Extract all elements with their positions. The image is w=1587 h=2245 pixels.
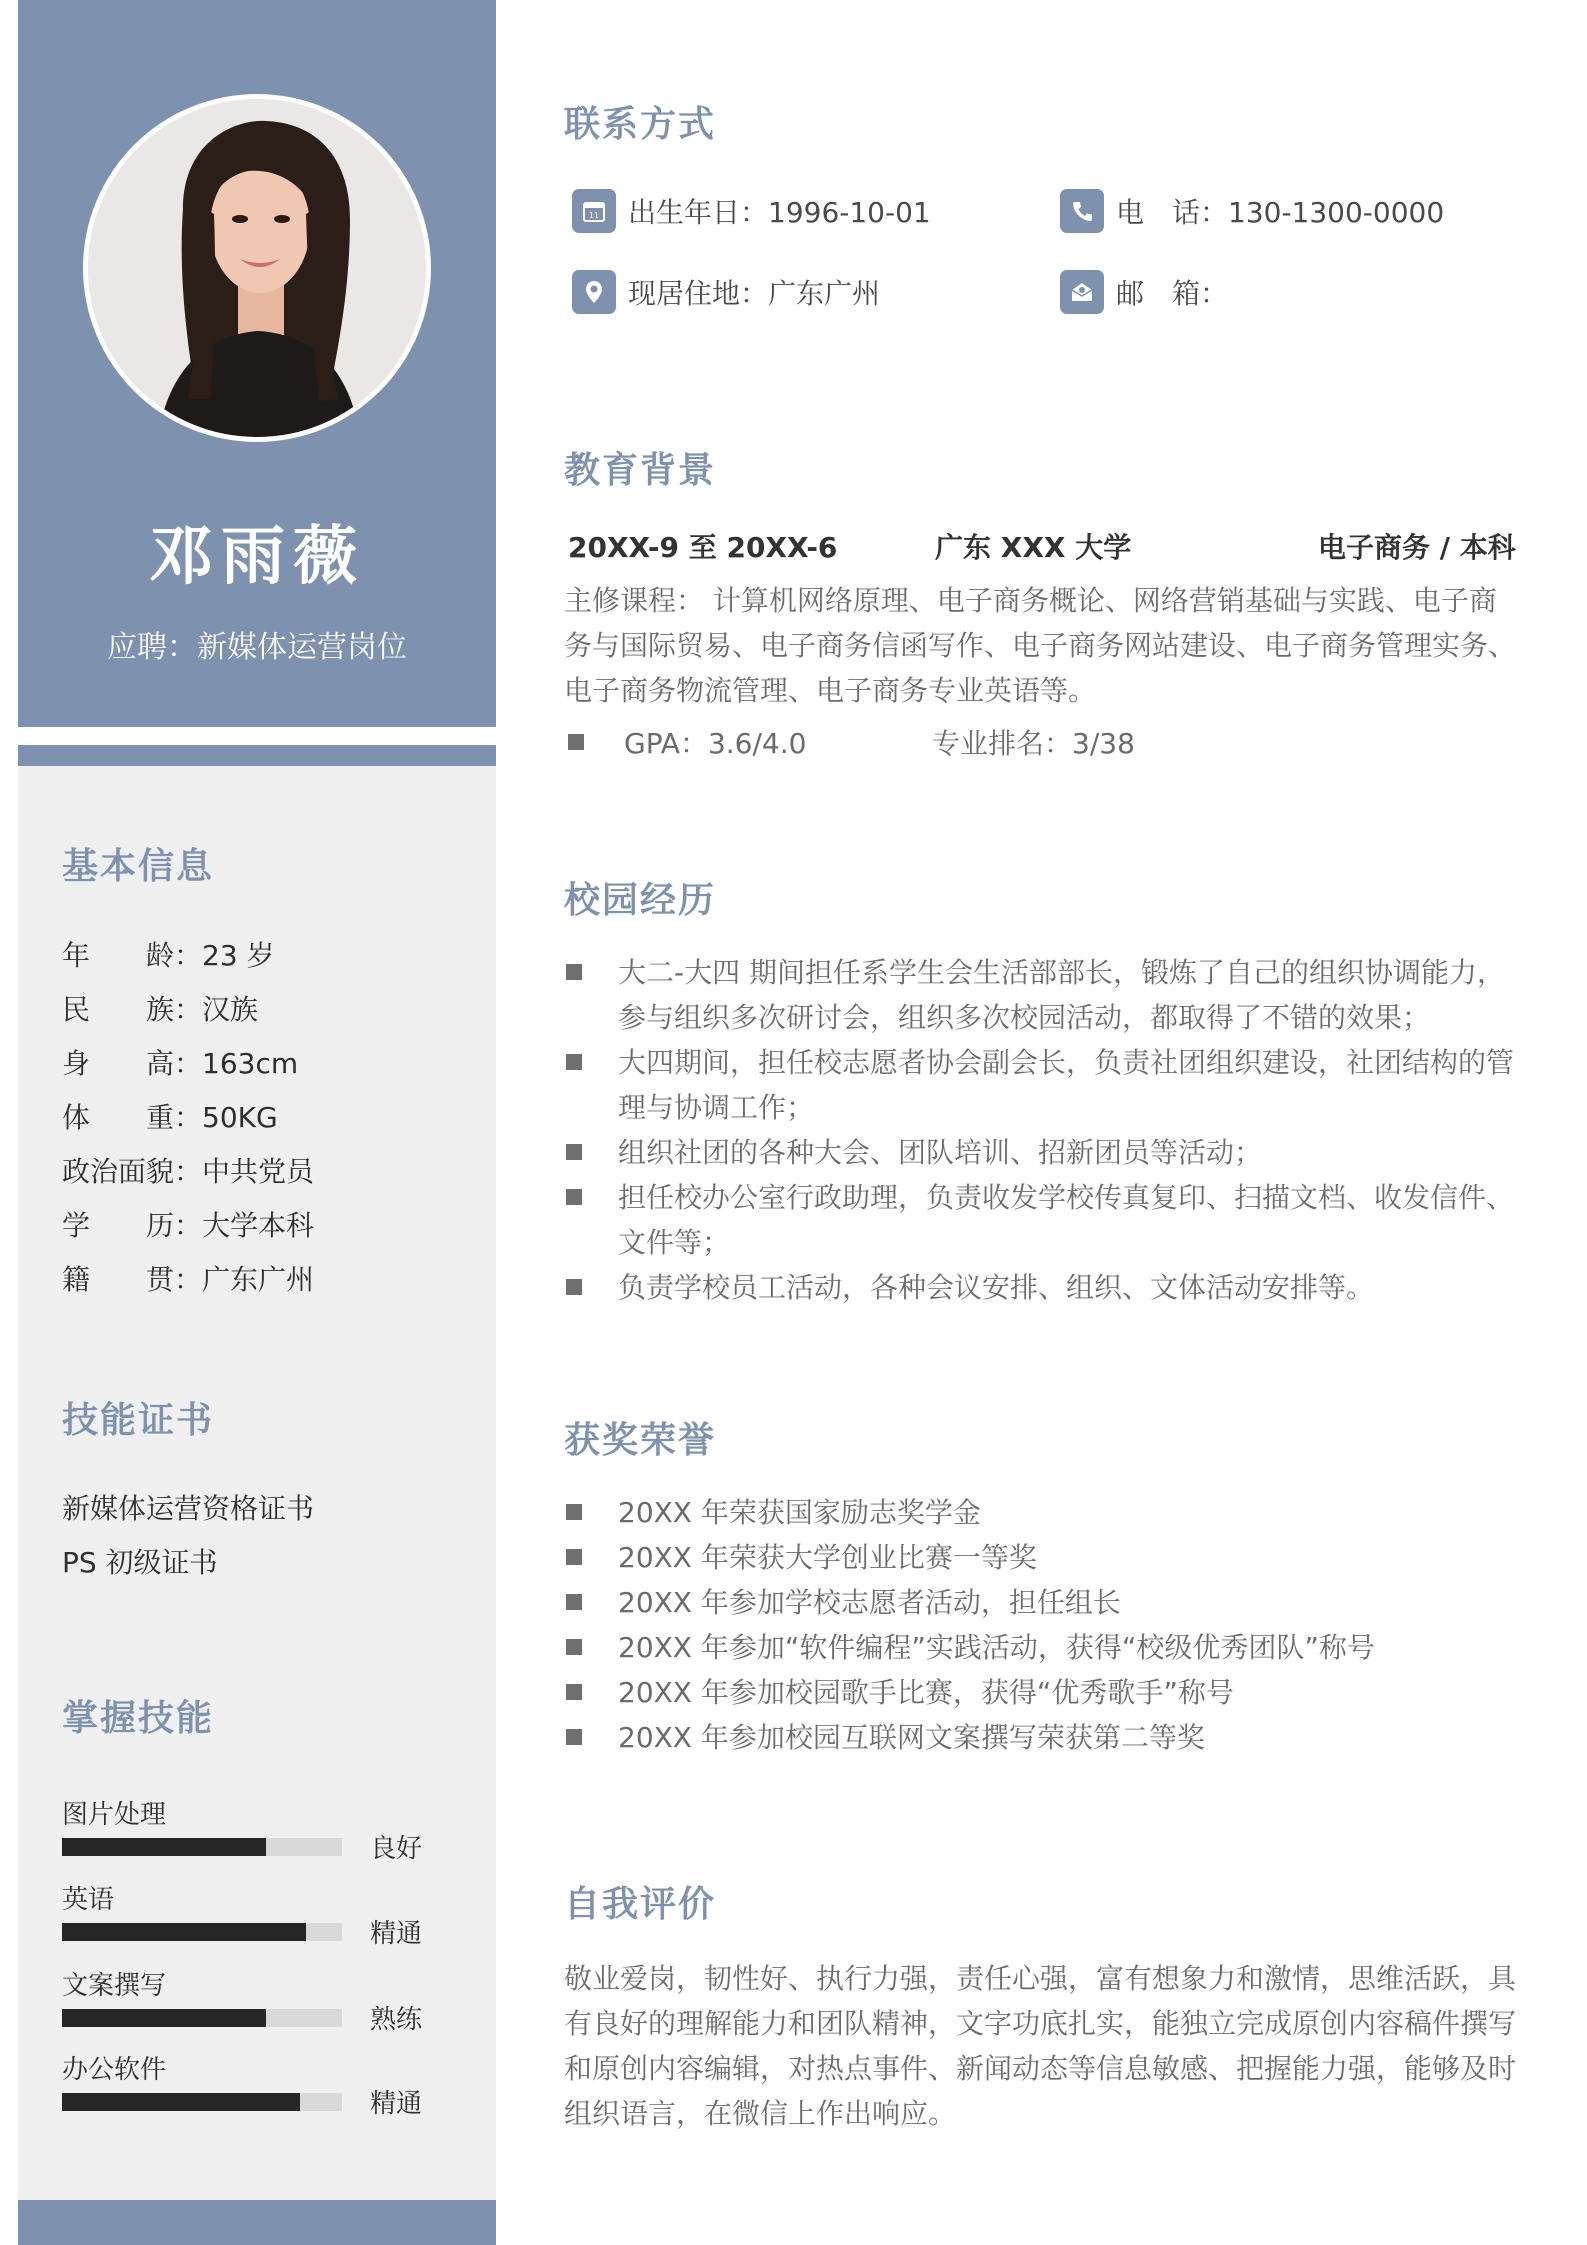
basic-info-title: 基本信息 [62,846,215,887]
certificate-item: PS 初级证书 [62,1546,218,1579]
bullet-square [566,1279,582,1295]
list-item [564,1490,1524,1535]
avatar-photo [88,99,426,437]
skill-level: 精通 [370,1919,423,1949]
bullet-square [566,1504,582,1520]
basic-info-value: 汉族 [202,993,259,1026]
skill-level: 熟练 [370,2005,423,2035]
birth-date-text: 出生年日：1996-10-01 [628,196,931,229]
email-text: 邮 箱： [1116,277,1229,310]
certificates-title: 技能证书 [62,1400,215,1441]
address-item [572,270,880,314]
skill-bar-fill [62,1838,266,1856]
phone-text: 电 话：130-1300-0000 [1116,196,1445,229]
list-item [564,1265,1524,1310]
list-item-text: 20XX 年荣获大学创业比赛一等奖 [618,1541,1037,1574]
bullet-square [566,1549,582,1565]
basic-info-row [62,1258,314,1298]
basic-info-value: 50KG [202,1101,278,1134]
basic-info-row [62,1096,278,1136]
skill-bar-fill [62,2093,300,2111]
campus-title: 校园经历 [564,880,717,921]
list-item [564,1040,1524,1130]
list-item-text: 20XX 年参加学校志愿者活动，担任组长 [618,1586,1121,1619]
basic-info-label: 民 族： [62,993,203,1026]
basic-info-value: 广东广州 [202,1263,315,1296]
phone-item [1060,189,1444,233]
bullet-square [566,964,582,980]
mail-icon [1060,270,1104,314]
basic-info-label: 身 高： [62,1047,203,1080]
list-item-text: 负责学校员工活动，各种会议安排、组织、文体活动安排等。 [618,1271,1375,1304]
skill-level: 良好 [370,1834,423,1864]
education-courses: 主修课程： 计算机网络原理、电子商务概论、网络营销基础与实践、电子商务与国际贸易、电子商务信函写作、电子商务网站建设、电子商务管理实务、电子商务物流管理、电子商务专业英语等。 [564,584,1517,707]
svg-text:11: 11 [588,211,600,220]
skill-bar-fill [62,2009,266,2027]
bullet-square [566,1684,582,1700]
bullet-square [566,1189,582,1205]
basic-info-row [62,1150,314,1190]
bullet-square [566,1594,582,1610]
basic-info-row [62,1042,298,1082]
awards-list [564,1490,1524,1760]
self-evaluation-text: 敬业爱岗，韧性好、执行力强，责任心强，富有想象力和激情，思维活跃，具有良好的理解能力和团队精神，文字功底扎实，能独立完成原创内容稿件撰写和原创内容编辑，对热点事件、新闻动态等信息敏感、把握能力强，能够及时组织语言，在微信上作出响应。 [564,1962,1517,2130]
skill-bar-fill [62,1923,306,1941]
basic-info-row [62,1204,314,1244]
list-item-text: 20XX 年参加校园歌手比赛，获得“优秀歌手”称号 [618,1676,1234,1709]
address-text: 现居住地：广东广州 [628,277,881,310]
skill-bar [62,2009,342,2027]
email-item [1060,270,1228,314]
list-item [564,1715,1524,1760]
skill-bar [62,1838,342,1856]
list-item-text: 组织社团的各种大会、团队培训、招新团员等活动； [618,1136,1263,1169]
basic-info-row [62,988,258,1028]
education-title: 教育背景 [564,450,717,491]
certificate-item: 新媒体运营资格证书 [62,1492,315,1525]
bullet-square [566,1639,582,1655]
basic-info-value: 23 岁 [202,939,275,972]
list-item [564,1535,1524,1580]
skill-name: 图片处理 [62,1800,167,1830]
basic-info-row [62,934,275,974]
campus-list [564,950,1524,1310]
list-item-text: 20XX 年参加“软件编程”实践活动，获得“校级优秀团队”称号 [618,1631,1375,1664]
awards-title: 获奖荣誉 [564,1420,717,1461]
self-evaluation-title: 自我评价 [564,1884,717,1925]
list-item-text: 20XX 年荣获国家励志奖学金 [618,1496,981,1529]
bullet-square [566,1144,582,1160]
list-item [564,1670,1524,1715]
skill-name: 文案撰写 [62,1971,167,2001]
basic-info-value: 中共党员 [202,1155,315,1188]
location-pin-icon [572,270,616,314]
basic-info-label: 政治面貌： [62,1155,203,1188]
list-item-text: 大二-大四 期间担任系学生会生活部部长，锻炼了自己的组织协调能力，参与组织多次研讨会，组织多次校园活动，都取得了不错的效果； [618,956,1506,1034]
list-item [564,1130,1524,1175]
education-school: 广东 XXX 大学 [935,531,1132,564]
bullet-square [566,1054,582,1070]
basic-info-label: 年 龄： [62,939,203,972]
skill-bar [62,2093,342,2111]
skills-title: 掌握技能 [62,1698,215,1739]
birth-date-item [572,189,931,233]
education-major: 电子商务 / 本科 [1318,531,1516,564]
bullet-square [568,734,584,750]
job-objective: 应聘：新媒体运营岗位 [107,630,407,665]
skill-name: 办公软件 [62,2055,167,2085]
contact-title: 联系方式 [564,104,717,145]
sidebar-divider [18,745,496,766]
basic-info-value: 163cm [202,1047,299,1080]
skill-level: 精通 [370,2089,423,2119]
education-rank: 专业排名：3/38 [932,727,1135,760]
candidate-name: 邓雨薇 [149,520,365,594]
skill-name: 英语 [62,1885,115,1915]
list-item-text: 大四期间，担任校志愿者协会副会长，负责社团组织建设，社团结构的管理与协调工作； [618,1046,1515,1124]
avatar [83,94,431,442]
list-item [564,1580,1524,1625]
list-item-text: 担任校办公室行政助理，负责收发学校传真复印、扫描文档、收发信件、文件等； [618,1181,1515,1259]
list-item [564,1175,1524,1265]
phone-icon [1060,189,1104,233]
basic-info-label: 籍 贯： [62,1263,203,1296]
basic-info-label: 体 重： [62,1101,203,1134]
bullet-square [566,1729,582,1745]
calendar-icon [572,189,616,233]
list-item [564,950,1524,1040]
basic-info-value: 大学本科 [202,1209,315,1242]
list-item-text: 20XX 年参加校园互联网文案撰写荣获第二等奖 [618,1721,1205,1754]
skill-bar [62,1923,342,1941]
education-period: 20XX-9 至 20XX-6 [568,531,838,564]
list-item [564,1625,1524,1670]
education-gpa: GPA：3.6/4.0 [624,727,807,760]
sidebar-footer [18,2200,496,2245]
basic-info-label: 学 历： [62,1209,203,1242]
